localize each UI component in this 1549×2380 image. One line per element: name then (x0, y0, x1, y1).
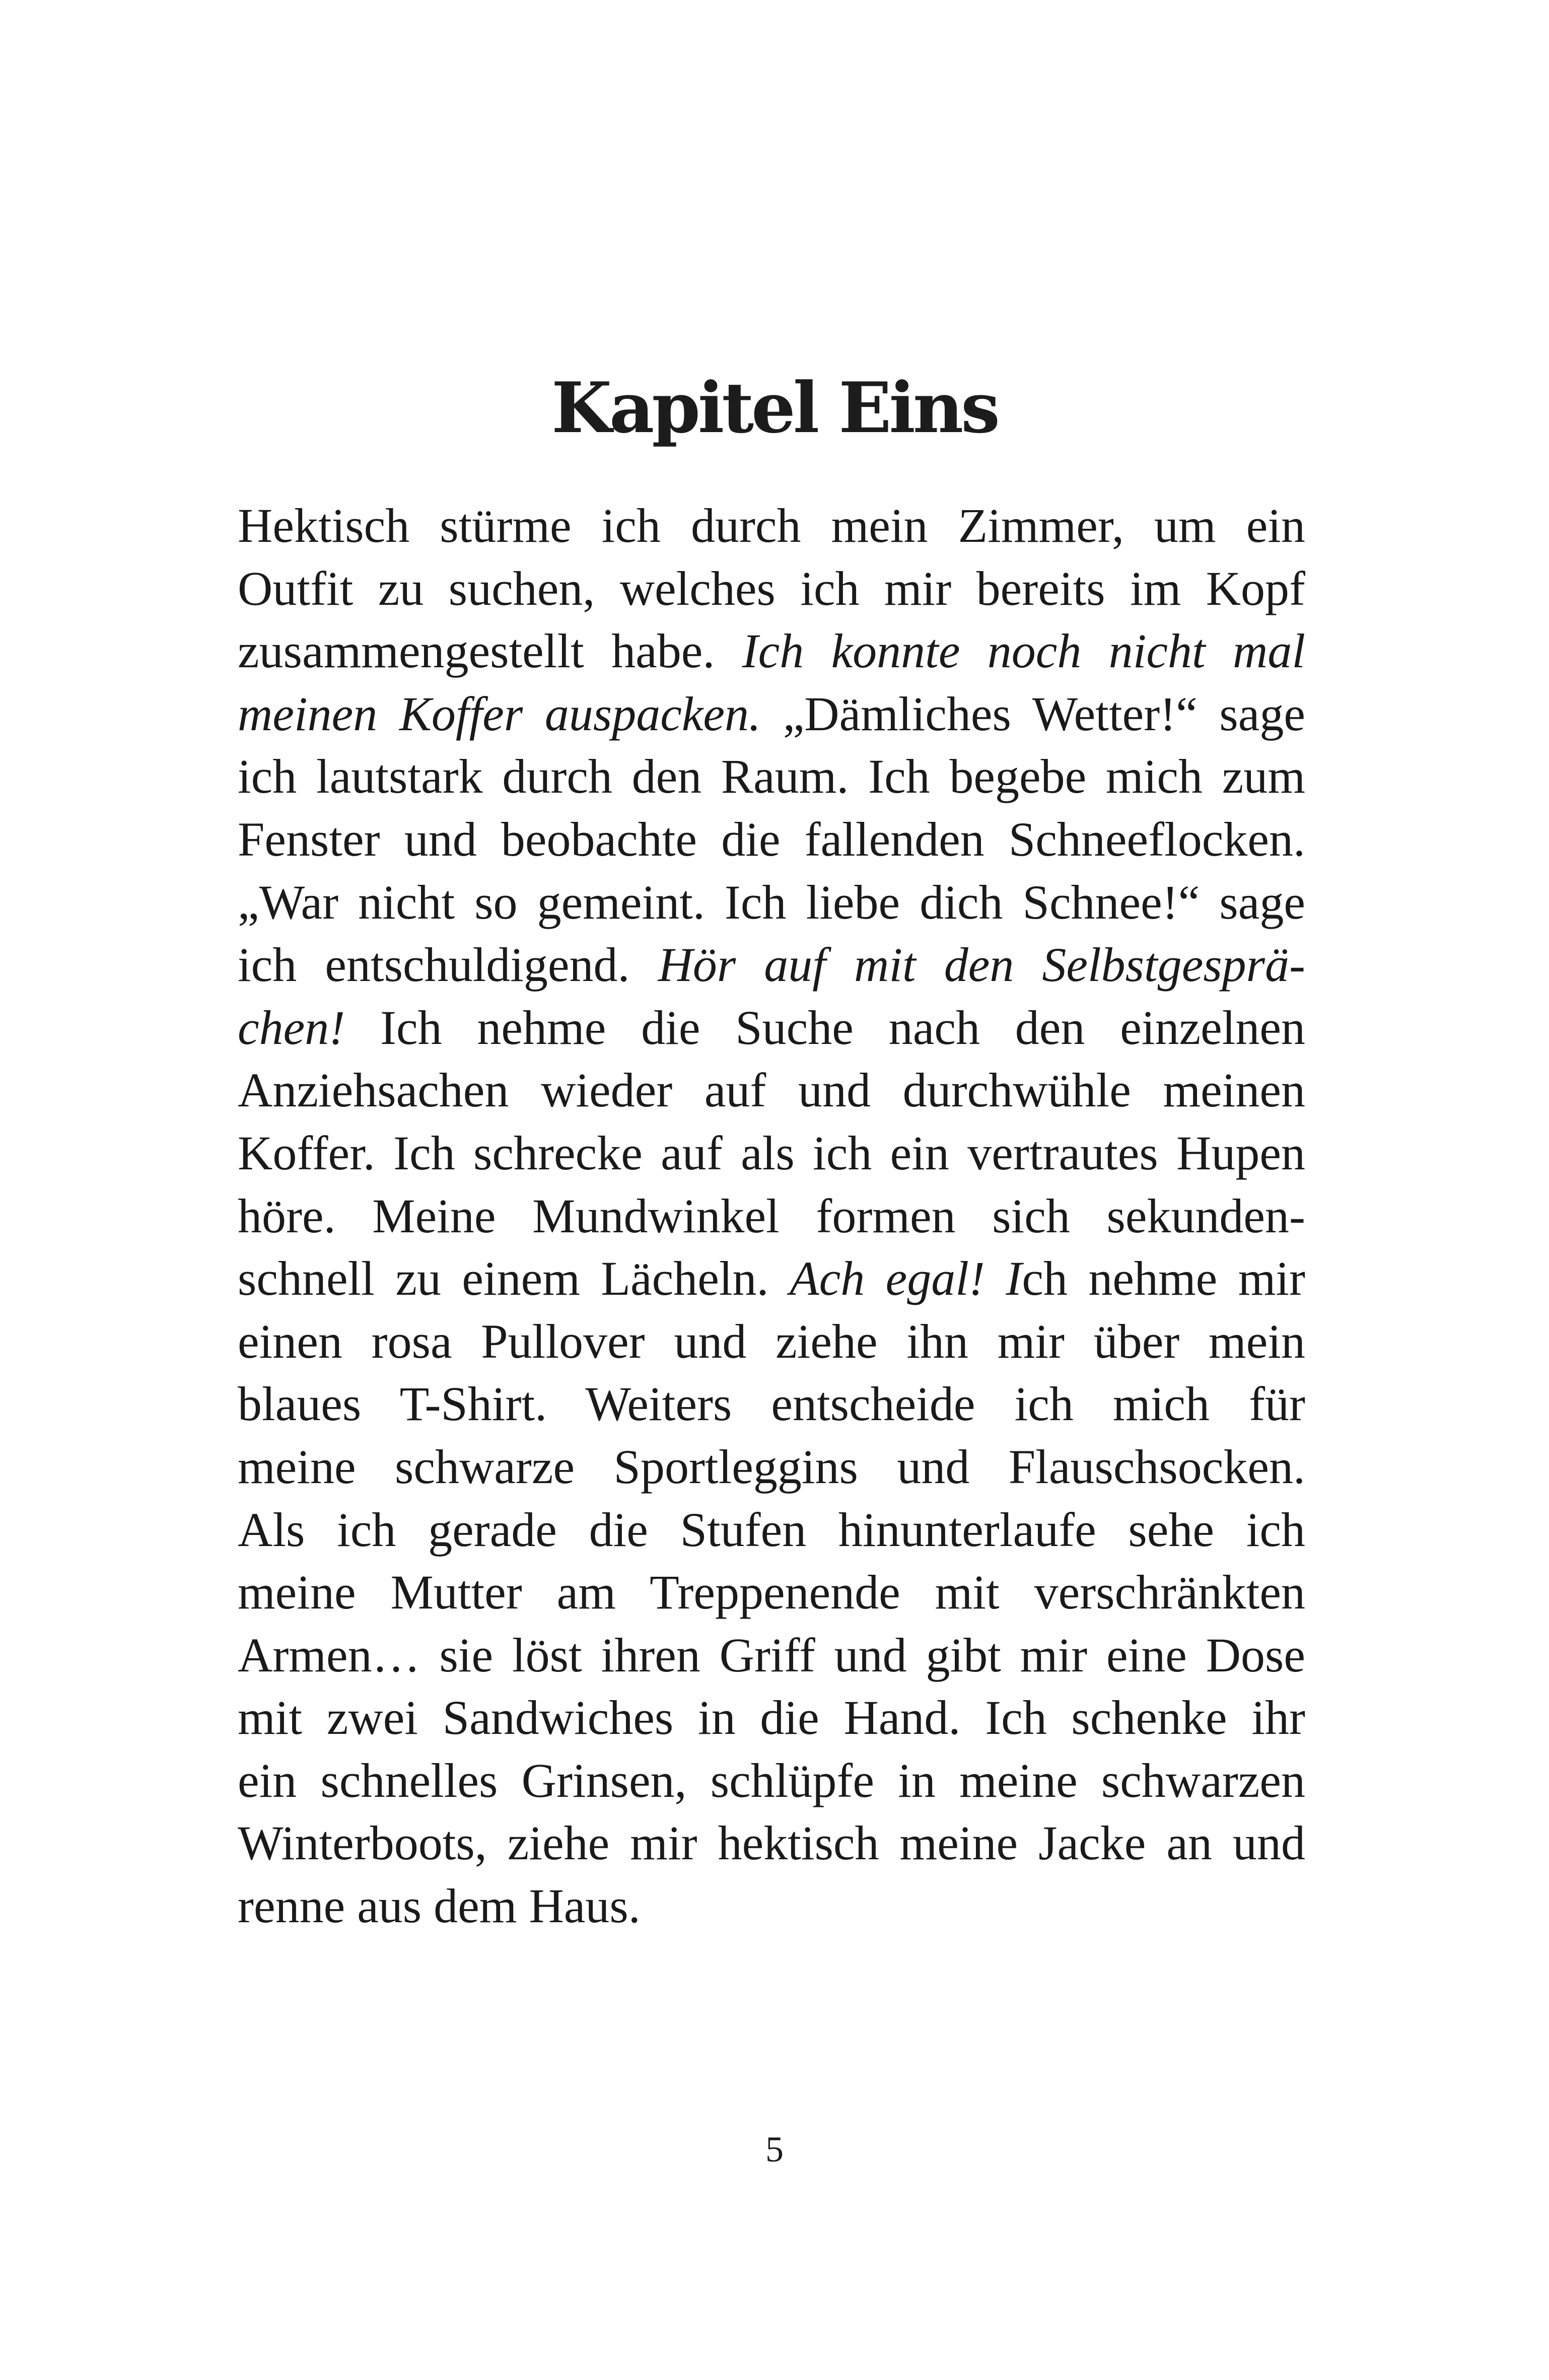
text-line: höre. Meine Mundwinkel formen sich sekunden- (238, 1188, 1305, 1243)
inner-thought-text: Ach egal! I (789, 1251, 1022, 1306)
text-line (238, 620, 1305, 683)
text-segment: Ich nehme die Suche nach den einzelnen (345, 1000, 1305, 1055)
text-line (238, 683, 1305, 746)
text-segment: „Dämliches Wetter!“ sage (761, 686, 1306, 741)
text-line: Armen… sie löst ihren Griff und gibt mir eine Dose (238, 1628, 1305, 1682)
text-line: meine Mutter am Treppenende mit verschränkten (238, 1565, 1305, 1620)
text-line: meine schwarze Sportleggins und Flauschsocken. (238, 1439, 1305, 1494)
text-line: einen rosa Pullover und ziehe ihn mir über mein (238, 1314, 1305, 1368)
text-segment: ch nehme mir (1022, 1251, 1306, 1306)
inner-thought-text: Ich konnte noch nicht mal (742, 624, 1306, 678)
text-segment: zusammengestellt habe. (238, 624, 742, 678)
text-line: Als ich gerade die Stufen hinunterlaufe sehe ich (238, 1502, 1305, 1557)
text-line: Winterboots, ziehe mir hektisch meine Jacke an und (238, 1816, 1305, 1870)
text-line: Fenster und beobachte die fallenden Schneeflocken. (238, 812, 1305, 866)
text-line: mit zwei Sandwiches in die Hand. Ich schenke ihr (238, 1691, 1305, 1745)
inner-thought-text: chen! (238, 1000, 345, 1055)
page-number: 5 (765, 2129, 784, 2169)
text-line: ich lautstark durch den Raum. Ich begebe mich zum (238, 749, 1305, 804)
chapter-body (238, 495, 1305, 1938)
chapter-title: Kapitel Eins (551, 367, 998, 449)
text-line (238, 997, 1305, 1060)
text-line: ein schnelles Grinsen, schlüpfe in meine schwarzen (238, 1753, 1305, 1807)
text-line: Koffer. Ich schrecke auf als ich ein vertrautes Hupen (238, 1126, 1305, 1180)
text-line (238, 934, 1305, 997)
text-line: „War nicht so gemeint. Ich liebe dich Schnee!“ sage (238, 875, 1305, 929)
text-line: Anziehsachen wieder auf und durchwühle meinen (238, 1063, 1305, 1117)
inner-thought-text: Hör auf mit den Selbstgesprä- (658, 938, 1306, 992)
text-line: Outfit zu suchen, welches ich mir bereits im Kopf (238, 561, 1305, 615)
text-segment: schnell zu einem Lächeln. (238, 1251, 790, 1306)
text-segment: ich entschuldigend. (238, 938, 658, 992)
text-line: Hektisch stürme ich durch mein Zimmer, um ein (238, 499, 1305, 552)
inner-thought-text: meinen Koffer auspacken. (238, 686, 761, 741)
text-line: renne aus dem Haus. (238, 1879, 641, 1933)
text-line (238, 1247, 1305, 1310)
text-line: blaues T-Shirt. Weiters entscheide ich mich für (238, 1377, 1305, 1431)
